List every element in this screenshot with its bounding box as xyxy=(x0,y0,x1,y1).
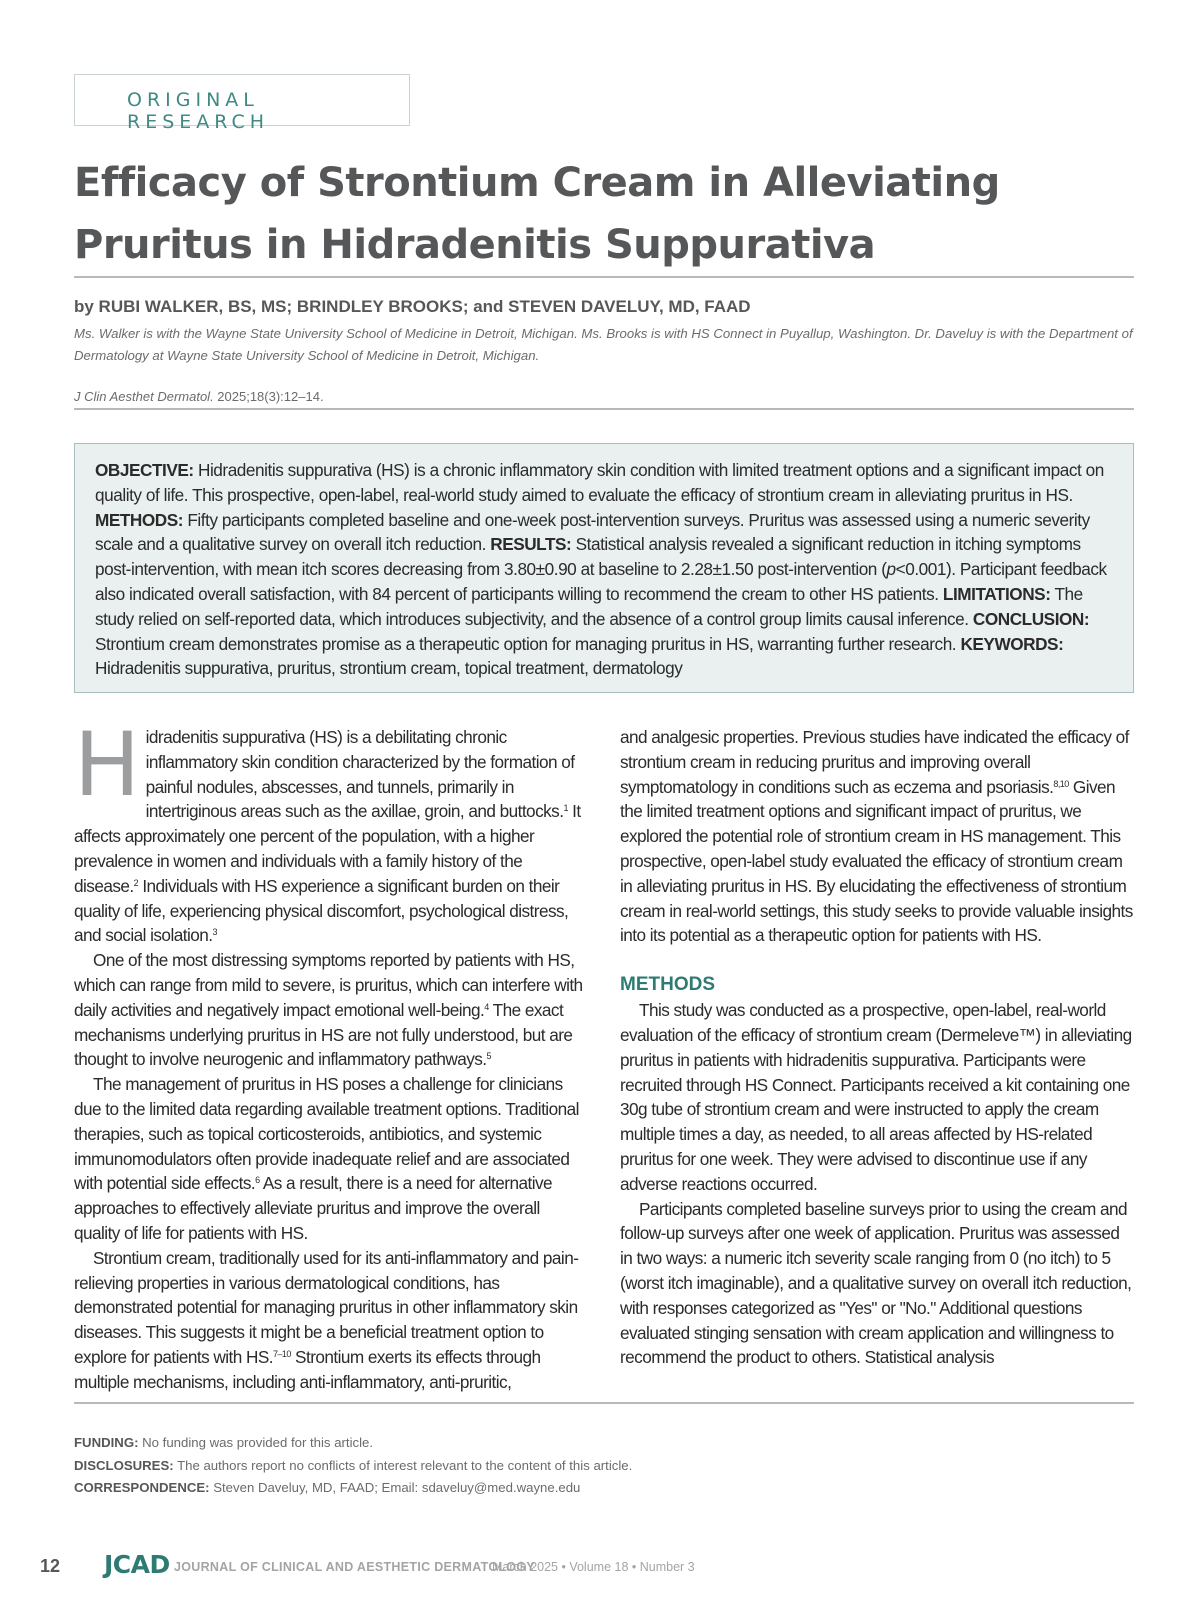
correspondence-text: Steven Daveluy, MD, FAAD; Email: sdaveluy@med.wayne.edu xyxy=(209,1480,581,1495)
citation-details: 2025;18(3):12–14. xyxy=(213,389,324,404)
abstract-limitations-label: LIMITATIONS: xyxy=(942,583,1051,604)
issue-info: March 2025 • Volume 18 • Number 3 xyxy=(492,1560,695,1574)
page-footer xyxy=(40,1550,1140,1584)
disclosures-text: The authors report no conflicts of interest relevant to the content of this article. xyxy=(173,1457,633,1473)
p1-text-c: Individuals with HS experience a significant burden on their quality of life, experiencing physical discomfort, psychological distress, and social isolation. xyxy=(74,875,569,946)
body-paragraph-2 xyxy=(74,948,588,1072)
author-list: by RUBI WALKER, BS, MS; BRINDLEY BROOKS; and STEVEN DAVELUY, MD, FAAD xyxy=(74,297,751,316)
abstract-results-b: <0.001). Participant feedback also indicated overall satisfaction, with 84 percent of participants willing to recommend the cream to other HS patients. xyxy=(95,559,1107,604)
abstract-keywords-label: KEYWORDS: xyxy=(960,633,1064,654)
disclosures-note xyxy=(74,1455,632,1478)
ref-3: 3 xyxy=(212,927,217,938)
p1-text-a: idradenitis suppurativa (HS) is a debilitating chronic inflammatory skin condition characterized by the formation of painful nodules, abscesses, and tunnels, primarily in intertriginous areas such as the axillae, groin, and buttocks. xyxy=(145,727,575,822)
divider-citation xyxy=(74,408,1134,410)
body-column-right xyxy=(620,725,1134,1370)
p1-text-b: It affects approximately one percent of the population, with a higher prevalence in women and individuals with a family history of the disease. xyxy=(74,801,581,896)
abstract-results-a: Statistical analysis revealed a significant reduction in itching symptoms post-intervention, with mean itch scores decreasing from 3.80±0.90 at baseline to 2.28±1.50 post-intervention ( xyxy=(95,534,1081,580)
p4-text-b: Strontium exerts its effects through multiple mechanisms, including anti-inflammatory, anti-pruritic, xyxy=(74,1346,541,1392)
citation xyxy=(74,389,324,404)
divider-top xyxy=(74,276,1134,278)
ref-6: 6 xyxy=(255,1175,260,1186)
p2-text-b: The exact mechanisms underlying pruritus in HS are not fully understood, but are thought to involve neurogenic and inflammatory pathways. xyxy=(74,999,573,1070)
abstract-conclusion-label: CONCLUSION: xyxy=(972,608,1090,629)
r1-text-b: Given the limited treatment options and significant impact of pruritus, we explored the potential role of strontium cream in HS management. This prospective, open-label study evaluated the efficacy of strontium cream in alleviating pruritus in HS. By elucidating the effectiveness of strontium cream in real-world settings, this study seeks to provide valuable insights into its potential as a therapeutic option for patients with HS. xyxy=(620,776,1133,946)
citation-journal: J Clin Aesthet Dermatol. xyxy=(74,389,214,404)
abstract-text xyxy=(95,458,1113,681)
abstract-p-symbol: p xyxy=(886,559,896,580)
p3-text-a: The management of pruritus in HS poses a challenge for clinicians due to the limited data regarding available treatment options. Traditional therapies, such as topical corticosteroids, antibiotics, and systemic immunomodulators often provide inadequate relief and are associated with potential side effects. xyxy=(74,1074,579,1194)
p2-text-a: One of the most distressing symptoms reported by patients with HS, which can range from mild to severe, is pruritus, which can interfere with daily activities and negatively impact emotional well-being. xyxy=(74,950,583,1020)
funding-note xyxy=(74,1432,632,1455)
journal-name: JOURNAL OF CLINICAL AND AESTHETIC DERMATOLOGY xyxy=(174,1560,535,1574)
funding-text: No funding was provided for this article. xyxy=(138,1435,374,1450)
p4-text-a: Strontium cream, traditionally used for its anti-inflammatory and pain-relieving properties in various dermatological conditions, has demonstrated potential for managing pruritus in other inflammatory skin diseases. This suggests it might be a beneficial treatment option to explore for patients with HS. xyxy=(74,1247,579,1367)
ref-8-10: 8,10 xyxy=(1053,778,1069,789)
abstract-box xyxy=(74,443,1134,693)
footnotes xyxy=(74,1432,632,1500)
p3-text-b: As a result, there is a need for alternative approaches to effectively alleviate pruritus and improve the overall quality of life for patients with HS. xyxy=(74,1173,553,1243)
ref-1: 1 xyxy=(563,803,568,814)
abstract-methods-label: METHODS: xyxy=(95,509,184,530)
correspondence-label: CORRESPONDENCE: xyxy=(74,1480,210,1495)
ref-5: 5 xyxy=(486,1051,491,1062)
correspondence-note xyxy=(74,1477,632,1500)
r1-text-a: and analgesic properties. Previous studies have indicated the efficacy of strontium cream in reducing pruritus and improving overall symptomatology in conditions such as eczema and psoriasis. xyxy=(620,727,1129,797)
body-paragraph-3 xyxy=(74,1072,588,1246)
ref-4: 4 xyxy=(484,1001,489,1012)
abstract-methods: Fifty participants completed baseline and one-week post-intervention surveys. Pruritus was assessed using a numeric severity scale and a qualitative survey on overall itch reduction. xyxy=(95,509,1090,555)
body-paragraph-4 xyxy=(74,1246,588,1395)
drop-cap: H xyxy=(74,713,140,816)
abstract-limitations: The study relied on self-reported data, which introduces subjectivity, and the absence of a control group limits causal inference. xyxy=(95,583,1083,629)
article-title: Efficacy of Strontium Cream in Alleviating Pruritus in Hidradenitis Suppurativa xyxy=(74,160,1000,268)
divider-footnotes xyxy=(74,1402,1134,1404)
ref-7-10: 7–10 xyxy=(273,1348,291,1359)
author-affiliations: Ms. Walker is with the Wayne State University School of Medicine in Detroit, Michigan. Ms. Brooks is with HS Connect in Puyallup, Washington. Dr. Daveluy is with the Department of Dermatology at Wayne State University School of Medicine in Detroit, Michigan. xyxy=(74,326,1133,363)
body-column-left xyxy=(74,713,588,1395)
methods-heading: METHODS xyxy=(620,974,715,996)
methods-paragraph-2: Participants completed baseline surveys prior to using the cream and follow-up surveys after one week of application. Pruritus was assessed in two ways: a numeric itch severity scale ranging from 0 (no itch) to 5 (worst itch imaginable), and a qualitative survey on overall itch reduction, with responses categorized as "Yes" or "No." Additional questions evaluated stinging sensation with cream application and willingness to recommend the product to others. Statistical analysis xyxy=(620,1198,1132,1368)
disclosures-label: DISCLOSURES: xyxy=(74,1457,174,1473)
ref-2: 2 xyxy=(133,877,139,888)
methods-paragraph-1: This study was conducted as a prospective, open-label, real-world evaluation of the efficacy of strontium cream (Dermeleve™) in alleviating pruritus in patients with hidradenitis suppurativa. Participants were recruited through HS Connect. Participants received a kit containing one 30g tube of strontium cream and were instructed to apply the cream multiple times a day, as needed, to all areas affected by HS-related pruritus for one week. They were advised to discontinue use if any adverse reactions occurred. xyxy=(620,1000,1132,1194)
abstract-objective-label: OBJECTIVE: xyxy=(95,460,194,480)
abstract-results-label: RESULTS: xyxy=(490,534,572,555)
abstract-objective: Hidradenitis suppurativa (HS) is a chronic inflammatory skin condition with limited treatment options and a significant impact on quality of life. This prospective, open-label, real-world study aimed to evaluate the efficacy of strontium cream in alleviating pruritus in HS. xyxy=(95,460,1104,505)
body-paragraph-5 xyxy=(620,725,1134,948)
page-number: 12 xyxy=(40,1556,61,1576)
abstract-conclusion: Strontium cream demonstrates promise as a therapeutic option for managing pruritus in HS, warranting further research. xyxy=(95,633,961,654)
funding-label: FUNDING: xyxy=(74,1435,139,1450)
section-label-box xyxy=(74,74,410,133)
abstract-keywords: Hidradenitis suppurativa, pruritus, strontium cream, topical treatment, dermatology xyxy=(95,658,683,679)
body-paragraph-1 xyxy=(74,713,588,948)
section-label: ORIGINAL RESEARCH xyxy=(127,89,270,133)
journal-logo: JCAD xyxy=(104,1550,170,1579)
